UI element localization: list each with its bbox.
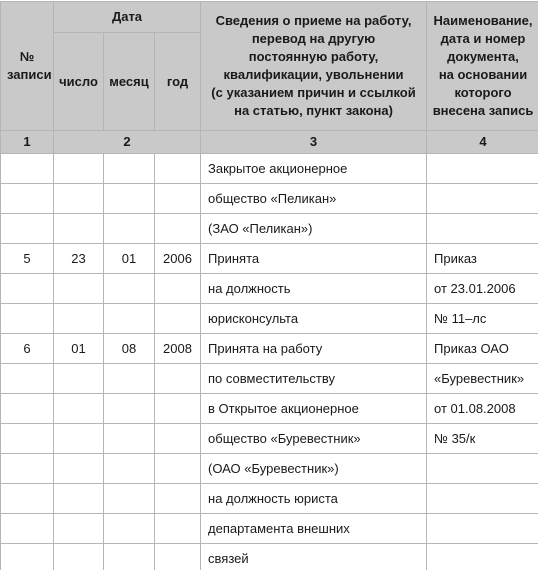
record-number-cell (1, 304, 54, 334)
record-number-cell (1, 364, 54, 394)
document-cell (427, 514, 538, 544)
record-number-cell (1, 514, 54, 544)
day-header: число (54, 33, 104, 131)
info-cell: на должность (201, 274, 427, 304)
info-cell: по совместительству (201, 364, 427, 394)
employment-record-table-wrapper (0, 1, 538, 570)
year-cell (155, 424, 201, 454)
table-row (1, 214, 538, 244)
info-header-line: на статью, пункт закона) (234, 103, 393, 118)
info-cell: Закрытое акционерное (201, 154, 427, 184)
day-cell (54, 304, 104, 334)
info-header-line: Сведения о приеме на работу, (215, 13, 412, 28)
info-cell: на должность юриста (201, 484, 427, 514)
month-cell (104, 394, 155, 424)
year-cell (155, 214, 201, 244)
day-cell (54, 424, 104, 454)
year-cell: 2006 (155, 244, 201, 274)
table-header (1, 2, 538, 154)
document-cell (427, 184, 538, 214)
info-header-line: постоянную работу, (248, 49, 379, 64)
employment-record-table (0, 1, 538, 570)
info-cell: общество «Пеликан» (201, 184, 427, 214)
record-number-cell (1, 154, 54, 184)
year-cell (155, 184, 201, 214)
month-cell (104, 214, 155, 244)
record-number-cell (1, 214, 54, 244)
info-cell: Принята на работу (201, 334, 427, 364)
year-header: год (155, 33, 201, 131)
day-cell (54, 454, 104, 484)
month-cell (104, 184, 155, 214)
document-cell: от 23.01.2006 (427, 274, 538, 304)
year-cell (155, 394, 201, 424)
info-cell: (ОАО «Буревестник») (201, 454, 427, 484)
month-cell: 01 (104, 244, 155, 274)
document-header-line: дата и номер (440, 31, 526, 46)
document-cell (427, 484, 538, 514)
day-cell (54, 484, 104, 514)
table-row (1, 424, 538, 454)
table-row (1, 364, 538, 394)
info-cell: (ЗАО «Пеликан») (201, 214, 427, 244)
table-row (1, 544, 538, 570)
month-cell (104, 154, 155, 184)
document-header-line: внесена запись (432, 103, 534, 118)
document-header (427, 2, 538, 131)
month-cell (104, 484, 155, 514)
day-cell (54, 544, 104, 570)
record-number-cell (1, 184, 54, 214)
year-cell (155, 274, 201, 304)
day-cell (54, 394, 104, 424)
day-cell: 01 (54, 334, 104, 364)
document-cell (427, 214, 538, 244)
column-number: 4 (427, 131, 538, 154)
date-header: Дата (54, 2, 201, 33)
document-cell: «Буревестник» (427, 364, 538, 394)
year-cell (155, 154, 201, 184)
column-number: 3 (201, 131, 427, 154)
table-row (1, 454, 538, 484)
info-cell: Принята (201, 244, 427, 274)
month-cell: 08 (104, 334, 155, 364)
record-number-cell: 6 (1, 334, 54, 364)
info-header (201, 2, 427, 131)
info-header-line: квалификации, увольнении (223, 67, 404, 82)
table-row (1, 484, 538, 514)
table-row (1, 274, 538, 304)
record-number-cell (1, 484, 54, 514)
month-cell (104, 454, 155, 484)
year-cell (155, 304, 201, 334)
table-row (1, 184, 538, 214)
table-row (1, 514, 538, 544)
month-cell (104, 424, 155, 454)
info-cell: общество «Буревестник» (201, 424, 427, 454)
table-row (1, 154, 538, 184)
info-cell: юрисконсульта (201, 304, 427, 334)
table-row (1, 244, 538, 274)
day-cell (54, 514, 104, 544)
document-cell: Приказ (427, 244, 538, 274)
document-cell: от 01.08.2008 (427, 394, 538, 424)
document-header-line: документа, (447, 49, 519, 64)
day-cell: 23 (54, 244, 104, 274)
year-cell: 2008 (155, 334, 201, 364)
year-cell (155, 544, 201, 570)
table-row (1, 304, 538, 334)
table-body (1, 154, 538, 570)
year-cell (155, 484, 201, 514)
document-cell: № 35/к (427, 424, 538, 454)
info-cell: связей (201, 544, 427, 570)
column-number: 2 (54, 131, 201, 154)
month-cell (104, 364, 155, 394)
year-cell (155, 514, 201, 544)
column-number: 1 (1, 131, 54, 154)
month-header: месяц (104, 33, 155, 131)
document-cell: Приказ ОАО (427, 334, 538, 364)
month-cell (104, 304, 155, 334)
day-cell (54, 274, 104, 304)
document-cell: № 11–лс (427, 304, 538, 334)
record-number-header: № записи (1, 2, 54, 131)
record-number-cell (1, 544, 54, 570)
document-header-line: на основании (438, 67, 528, 82)
document-cell (427, 454, 538, 484)
document-header-line: которого (454, 85, 512, 100)
record-number-cell (1, 424, 54, 454)
month-cell (104, 274, 155, 304)
day-cell (54, 364, 104, 394)
table-row (1, 394, 538, 424)
record-number-cell (1, 394, 54, 424)
day-cell (54, 154, 104, 184)
year-cell (155, 364, 201, 394)
document-cell (427, 544, 538, 570)
info-cell: в Открытое акционерное (201, 394, 427, 424)
day-cell (54, 214, 104, 244)
year-cell (155, 454, 201, 484)
table-row (1, 334, 538, 364)
document-header-line: Наименование, (433, 13, 533, 28)
record-number-cell: 5 (1, 244, 54, 274)
info-header-line: перевод на другую (251, 31, 376, 46)
record-number-cell (1, 454, 54, 484)
month-cell (104, 514, 155, 544)
info-cell: департамента внешних (201, 514, 427, 544)
record-number-cell (1, 274, 54, 304)
document-cell (427, 154, 538, 184)
month-cell (104, 544, 155, 570)
day-cell (54, 184, 104, 214)
info-header-line: (с указанием причин и ссылкой (211, 85, 416, 100)
